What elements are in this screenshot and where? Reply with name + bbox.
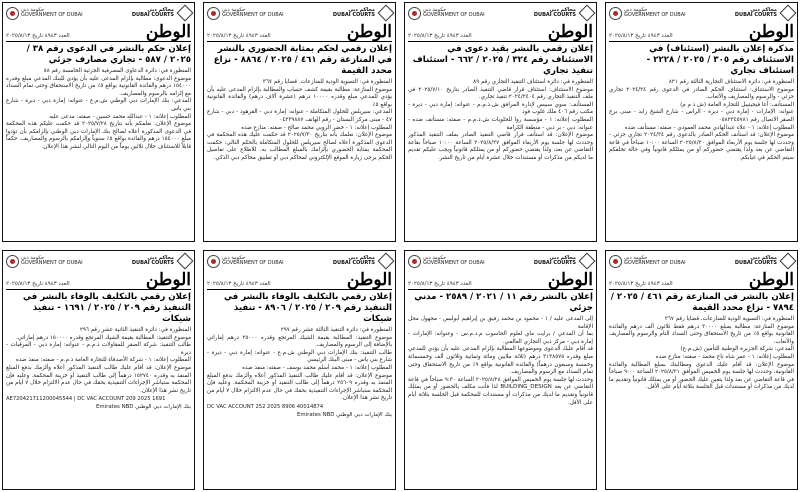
- masthead: [609, 270, 794, 290]
- notice-body: [408, 316, 593, 407]
- account-number: DC VAC ACCOUNT 252 2025 8906 40014874: [207, 403, 324, 410]
- newspaper-name: الوطن: [748, 22, 794, 42]
- notice-paragraph: موضوع الدعوى: مطالبة بإلزام المدعى عليه بأن يؤدي للبنك المدعي مبلغ وقدره ١٥٤٠٠٠ درهم والفائدة القانونية بواقع ٥٪ من تاريخ الاستحقاق وحتى تمام السداد مع إلزامه بالرسوم والمصاريف.: [6, 75, 192, 97]
- government-seal-icon: [6, 7, 19, 20]
- notice-paragraph: موضوع الإعلان: قد استأنف قرار قاضي التنفيذ الصادر بملف التنفيذ المذكور وحددت لها جلسة يوم الأربعاء الموافق ٢٠٢٥/٨/٢٧ الساعة ١٠:٠٠ صباحاً بقاعة التقاضي عن بعد، ولذا يقتضي حضوركم أو من يمثلكم قانونياً ويجب عليكم تقديم ما لديكم من مذكرات أو مستندات خلال عشرة أيام من تاريخ النشر.: [408, 132, 593, 161]
- newspaper-name: الوطن: [748, 270, 794, 290]
- notice-body: [207, 327, 392, 419]
- notice-title: إعلان رقمي بالتكليف بالوفاء بالنشر في التنفيذ رقم ٢٠٩ / ٢٠٢٥ / ٨٩٠٦ - تنفيذ شيكات: [223, 292, 392, 324]
- court-name-en: DUBAI COURTS: [533, 260, 576, 266]
- dubai-courts-logo: [333, 255, 392, 267]
- masthead: [207, 22, 392, 42]
- newspaper-name: الوطن: [547, 22, 593, 42]
- issue-date: العدد ٤٩٤٣ تاريخ ٢٠٢٥/٨/١٣: [609, 33, 673, 39]
- notice-paragraph: عنوانه: الإمارات - إمارة دبي - ديرة - الراس - شارع الشيخ زايد - مبنى برج الصقر الاتصال رقم ٠٥٨٢٣٤٥٧٨١: [609, 109, 794, 123]
- notice-paragraph: بما أن المدعي / برايت ماي لعلوم الحاسوب م.د.م.س - وعنوانه: الإمارات - إمارة دبي - مركز دبي التجاري العالمي.: [408, 331, 593, 345]
- notice-paragraph: موضوع الإعلان: قد أقام عليك الدعوى ومطالبتك بمبلغ المطالبة والفائدة القانونية، وحددت لها جلسة يوم الخميس الموافق ٢٠٢٥/٨/٢١ الساعة ٩:٠٠ صباحاً في قاعة التقاضي عن بعد ولذا يتعين عليك الحضور أو من يمثلك قانونياً وتقديم ما لديك من مذكرات أو مستندات قبل الجلسة بثلاثة أيام على الأقل.: [609, 361, 794, 391]
- gov-name-en: GOVERNMENT OF DUBAI: [423, 12, 485, 18]
- notice-paragraph: المنظورة في: دائرة استئناف التنفيذ التجاري رقم ٨٩: [473, 79, 593, 85]
- notice-paragraph: المطلوب إعلانه: ١ - شركة الأصدقاء للتجارة العامة ذ.م.م - صفته: منفذ ضده: [15, 357, 191, 364]
- newspaper-name: الوطن: [346, 270, 392, 290]
- court-emblem-icon: [378, 253, 395, 270]
- court-emblem-icon: [780, 5, 797, 22]
- notice-title: إعلان بالنشر رقم ١١ / ٢٠٢١ / ٢٥٨٩ - مدني جزئي: [414, 292, 593, 313]
- masthead: [408, 22, 593, 42]
- court-name-en: DUBAI COURTS: [332, 12, 375, 18]
- newspaper-name: الوطن: [145, 22, 191, 42]
- notice-paragraph: موضوع الإعلان: قد أقام عليك طالب التنفيذ المذكور أعلاه وألزمك بدفع المبلغ المنفذ به وقدره ٢٥٦٠٩ درهماً إلى طالب التنفيذ أو خزينة المحكمة. وعليه فإن المحكمة ستباشر الإجراءات التنفيذية بحقك في حال عدم الالتزام خلال ٧ أيام من تاريخ نشر هذا الإعلان.: [207, 372, 393, 402]
- newspaper-name: الوطن: [145, 270, 191, 290]
- notice-paragraph: المنظورة في: التسوية الودية للمنازعات، قضايا رقم ٣٦٧: [664, 316, 794, 322]
- gov-name-en: GOVERNMENT OF DUBAI: [222, 260, 284, 266]
- gov-name-en: GOVERNMENT OF DUBAI: [21, 12, 83, 18]
- government-seal-icon: [207, 7, 220, 20]
- notice-paragraph: المطلوب إعلانه: ١ - عبدالله محمد حسين - صفته: مدعى عليه: [49, 113, 191, 120]
- notice-paragraph: المدعي: سيريلس للحلول المتكاملة - عنوانه: إمارة دبي - القرهود - دبي - شارع ٤٧ - مبنى مركز البستان - رقم الهاتف ٠٤٢٣٩٨٨٧: [207, 109, 392, 123]
- issue-date: العدد ٤٩٤٣ تاريخ ٢٠٢٥/٨/١٣: [408, 33, 472, 39]
- government-logo: [609, 7, 686, 20]
- notice-paragraph: المنظورة في: دائرة الاستئناف التجارية الثالثة رقم ٨٢١: [668, 79, 794, 85]
- court-name-ar: محاكم دبي: [549, 254, 576, 261]
- issue-date: العدد ٤٩٤٣ تاريخ ٢٠٢٥/٨/١٣: [207, 33, 271, 39]
- issue-date: العدد ٤٩٤٣ تاريخ ٢٠٢٥/٨/١٣: [609, 281, 673, 287]
- gov-name-ar: حكومة دبي: [21, 254, 45, 261]
- notice-card: [203, 250, 396, 490]
- notice-body: [6, 68, 191, 152]
- notice-paragraph: المطلوب إعلانه: ١ - محمد أسلم محمد يوسف - صفته: منفذ ضده: [242, 364, 392, 371]
- notice-paragraph: موضوع الاستئناف: استئناف الحكم الصادر في الدعوى رقم ٢٠٢٤/٣٤ تجاري جزئي - والرسوم والمصاريف والأتعاب.: [609, 86, 794, 101]
- court-emblem-icon: [177, 5, 194, 22]
- logo-strip: [6, 5, 191, 21]
- notice-paragraph: المطلوب إعلانه: ١ - عمر شاه تاج محمد - صفته: منازع ضده: [655, 353, 794, 360]
- gov-name-ar: حكومة دبي: [624, 6, 648, 13]
- notice-paragraph: طالب التنفيذ: بنك الإمارات دبي الوطني ش.م.ع - عنوانه: إمارة دبي - ديرة - شارع بني ياس - مبنى البنك الرئيسي: [207, 349, 392, 364]
- dubai-courts-logo: [534, 7, 593, 19]
- notice-paragraph: موضوع الاستئناف: استئناف قرار قاضي التنفيذ الصادر بتاريخ ٢٠٢٥/٧/١٠ في ملف التنفيذ التجاري رقم ٢٠٢٤/٢٤٠٤ تنفيذ تجاري.: [408, 86, 593, 101]
- notice-title: إعلان حكم بالنشر في الدعوى رقم ٣٨ / ٢٠٢٥ / ٥٨٧ - تجاري مصارف جزئي: [26, 44, 191, 65]
- masthead: [408, 270, 593, 290]
- court-emblem-icon: [177, 253, 194, 270]
- logo-strip: [408, 5, 593, 21]
- notice-paragraph: موضوع الإعلان: قد استأنف الحكم الصادر بالدعوى رقم ٢٠٢٤/٣٤ تجاري جزئي - وحددت لها جلسة يوم الأربعاء الموافق ٢٠٢٥/٨/٢٠ الساعة ١٠:٠٠ صباحاً في قاعة التقاضي عن بعد ولذا يقتضي حضوركم أو من يمثلكم قانونياً وفي حالة تخلفكم سيتم الحكم في غيابكم.: [609, 132, 794, 161]
- notice-title: إعلان رقمي لحكم بمثابة الحضوري بالنشر في المنازعة رقم ٤٦١ / ٢٠٢٥ / ٨٨٦٤ - نزاع محدد القيمة: [213, 44, 392, 76]
- account-number: AE720421711200045544 | DC VAC ACCOUNT 209 2025 1691: [6, 396, 166, 403]
- notice-card: [404, 250, 597, 490]
- notice-paragraph: موضوع التنفيذ: المطالبة بقيمة الشيك المرتجع وقدره ١٥٠٠٠٠ درهم إماراتي.: [15, 334, 191, 341]
- notice-body: [408, 79, 593, 163]
- notice-card: [605, 250, 798, 490]
- gov-name-ar: حكومة دبي: [21, 6, 45, 13]
- dubai-courts-logo: [132, 7, 191, 19]
- notice-title: مذكرة إعلان بالنشر (استئناف) في الاستئناف رقم ٣٠٥ / ٢٠٢٥ / ٢٢٢٨ - استئناف تجاري: [646, 44, 794, 76]
- notice-card: [2, 250, 195, 490]
- notice-body: [609, 316, 794, 392]
- government-logo: [408, 255, 485, 268]
- notice-paragraph: المستأنف: آغا فيجيتيبل للتجارة العامة (ش ذ م م): [680, 101, 794, 108]
- court-name-en: DUBAI COURTS: [533, 12, 576, 18]
- government-logo: [609, 255, 686, 268]
- notice-paragraph: المنظورة في: التسوية الودية للمنازعات. قضايا رقم ٣٦٧: [262, 79, 392, 85]
- notice-paragraph: موضوع التنفيذ: المطالبة بقيمة الشيك المرتجع وقدره ٢٥٠٠٠ درهم إماراتي بالإضافة إلى الرسوم والمصاريف.: [207, 334, 392, 349]
- gov-name-en: GOVERNMENT OF DUBAI: [222, 12, 284, 18]
- notice-paragraph: قد أقام عليك الدعوى وموضوعها المطالبة بإلزام المدعى عليه بأن يؤدي للمدعي مبلغ وقدره ٣١٣٨٥٧٥ درهم (ثلاثة ملايين ومائة وثمانية وثلاثون ألف وخمسمائة وخمسة وسبعون درهماً) والفائدة القانونية بواقع ٩٪ من تاريخ الاستحقاق وحتى تمام السداد مع الرسوم والمصاريف.: [408, 346, 594, 376]
- logo-strip: [609, 253, 794, 269]
- government-seal-icon: [6, 255, 19, 268]
- logo-strip: [207, 5, 392, 21]
- government-logo: [207, 7, 284, 20]
- dubai-courts-logo: [333, 7, 392, 19]
- notice-body: [6, 327, 191, 411]
- issue-date: العدد ٤٩٤٣ تاريخ ٢٠٢٥/٨/١٣: [207, 281, 271, 287]
- government-logo: [6, 7, 83, 20]
- dubai-courts-logo: [735, 255, 794, 267]
- notice-paragraph: موضوع الإعلان: نعلمكم بأنه بتاريخ ٢٠٢٥/٧/٢٨ قد حكمت عليكم هذه المحكمة في الدعوى المذكورة أعلاه لصالح بنك الإمارات دبي الوطني بإلزامكم بأن تؤدوا مبلغ ١٥٤٠٠٠ درهم والفائدة بواقع ٥٪ سنوياً وإلزامكم بالرسوم والمصاريف. حكماً قابلاً للاستئناف خلال ثلاثين يوماً من اليوم التالي لنشر هذا الإعلان.: [6, 121, 191, 150]
- notice-body: [609, 79, 794, 163]
- court-name-en: DUBAI COURTS: [734, 12, 777, 18]
- court-name-en: DUBAI COURTS: [332, 260, 375, 266]
- court-name-ar: محاكم دبي: [750, 6, 777, 13]
- notice-title: إعلان رقمي بالتكليف بالوفاء بالنشر في التنفيذ رقم ٢٠٩ / ٢٠٢٥ / ١٦٩١ - تنفيذ شيكات: [22, 292, 191, 324]
- logo-strip: [6, 253, 191, 269]
- dubai-courts-logo: [534, 255, 593, 267]
- notice-paragraph: موضوع الإعلان: قد أقام عليك طالب التنفيذ المذكور أعلاه وألزمك بدفع المبلغ المنفذ به وقدره ١٥٢٧٤٠ درهماً إلى طالب التنفيذ أو خزينة المحكمة. وعليه فإن المحكمة ستباشر الإجراءات التنفيذية بحقك في حال عدم الالتزام خلال ٧ أيام من تاريخ نشر هذا الإعلان.: [6, 364, 192, 394]
- gov-name-ar: حكومة دبي: [423, 254, 447, 261]
- notice-paragraph: المنظورة في: دائرة التنفيذ الثالثة عشر رقم ٢٩٧: [280, 327, 392, 333]
- notice-title: إعلان رقمي بالنشر بقيد دعوى في الاستئناف رقم ٣٢٤ / ٢٠٢٥ / ٦٦٢ - استئناف تنفيذ تجاري: [412, 44, 593, 76]
- government-logo: [207, 255, 284, 268]
- notice-card: [605, 2, 798, 242]
- notices-grid: [2, 2, 798, 490]
- issue-date: العدد ٤٩٤٣ تاريخ ٢٠٢٥/٨/١٣: [6, 33, 70, 39]
- dubai-courts-logo: [735, 7, 794, 19]
- court-name-en: DUBAI COURTS: [131, 12, 174, 18]
- issue-date: العدد ٤٩٤٣ تاريخ ٢٠٢٥/٨/١٣: [6, 281, 70, 287]
- court-name-en: DUBAI COURTS: [131, 260, 174, 266]
- court-name-ar: محاكم دبي: [147, 6, 174, 13]
- masthead: [6, 270, 191, 290]
- newspaper-name: الوطن: [547, 270, 593, 290]
- court-name-en: DUBAI COURTS: [734, 260, 777, 266]
- court-emblem-icon: [579, 253, 596, 270]
- notice-paragraph: المدعي: بنك الإمارات دبي الوطني ش.م.ع - عنوانه: إمارة دبي - ديرة - شارع بني ياس: [6, 98, 191, 112]
- notice-paragraph: إلى المدعى عليه / ١ - محمود بن محمد رفيق بن إبراهيم أبولبس - مجهول محل الإقامة: [408, 316, 593, 330]
- gov-name-ar: حكومة دبي: [624, 254, 648, 261]
- court-name-ar: محاكم دبي: [750, 254, 777, 261]
- government-seal-icon: [609, 7, 622, 20]
- notice-paragraph: المنظورة في: دائرة الدعاوى المصرفية الجزئية الخامسة رقم ٥٨: [43, 68, 191, 74]
- notice-paragraph: المنظورة في: دائرة التنفيذ الثانية عشر رقم ٢٩٦: [79, 327, 191, 333]
- notice-paragraph: موضوع المنازعة: مطالبة بقيمة كشف حساب والمطالبة بإلزام المدعى عليه بأن يؤدي للمدعي مبلغ وقدره ١٠٠٠٠ درهم (عشرة آلاف درهم) والفائدة القانونية بواقع ٥٪: [207, 86, 392, 108]
- logo-strip: [609, 5, 794, 21]
- notice-paragraph: وحددت لها جلسة يوم الخميس الموافق ٢٠٢٥/٨/٢٨ الساعة ٩:٣٠ صباحاً في قاعة التقاضي عن بعد BUILDING_DESIGN لذا فأنت مكلف بالحضور أو من يمثلك قانونياً وتقديم ما لديك من مذكرات أو مستندات للمحكمة قبل الجلسة بثلاثة أيام على الأقل.: [408, 376, 594, 406]
- gov-name-ar: حكومة دبي: [423, 6, 447, 13]
- masthead: [6, 22, 191, 42]
- notice-paragraph: موضوع الإعلان: نعلمك بأنه بتاريخ ٢٠٢٥/٧/٣٠ قد حكمت عليك هذه المحكمة في الدعوى المذكورة أعلاه لصالح سيريلس للحلول المتكاملة بالحكم التالي: حكمت المحكمة بمثابة الحضوري بإلزامك بالمبلغ المطالب به. للاطلاع على تفاصيل الحكم يرجى زيارة الموقع الإلكتروني لمحاكم دبي أو تطبيق محاكم دبي الذكي.: [207, 132, 392, 161]
- bank-name: بنك الإمارات دبي الوطني Emirates NBD: [95, 404, 191, 411]
- notice-paragraph: المطلوب إعلانه: ١ - مؤسسة روا للحلويات ش.ذ.م.م - صفته: مستأنف ضده - عنوانه: دبي - بر دبي - منطقة الكرامة: [408, 116, 593, 131]
- logo-strip: [408, 253, 593, 269]
- notice-paragraph: طالب التنفيذ: شركة الصقر للمقاولات ذ.م.م - عنوانه: إمارة دبي - المرقبات - ديرة: [6, 342, 191, 356]
- newspaper-name: الوطن: [346, 22, 392, 42]
- government-seal-icon: [408, 255, 421, 268]
- government-seal-icon: [207, 255, 220, 268]
- masthead: [207, 270, 392, 290]
- notice-title: إعلان بالنشر في المنازعة رقم ٤٦١ / ٢٠٢٥ / ٧٨٩٤ - نزاع محدد القيمة: [610, 292, 794, 313]
- gov-name-en: GOVERNMENT OF DUBAI: [21, 260, 83, 266]
- notice-paragraph: المطلوب إعلانه: ١ - خضر الروبي محمد صالح - صفته: منازع ضده: [241, 124, 392, 131]
- gov-name-ar: حكومة دبي: [222, 254, 246, 261]
- court-emblem-icon: [579, 5, 596, 22]
- notice-paragraph: المستأنف: سوي سبيس لإدارة المرافق ش.ذ.م.م - عنوانه: إمارة دبي - ديرة - مكتب رقم ٤٠٦ ملك غلوب فود: [408, 101, 593, 116]
- notice-card: [404, 2, 597, 242]
- bank-name: بنك الإمارات دبي الوطني Emirates NBD: [296, 411, 392, 418]
- gov-name-en: GOVERNMENT OF DUBAI: [624, 12, 686, 18]
- court-emblem-icon: [780, 253, 797, 270]
- court-name-ar: محاكم دبي: [549, 6, 576, 13]
- government-seal-icon: [609, 255, 622, 268]
- notice-card: [203, 2, 396, 242]
- government-logo: [408, 7, 485, 20]
- logo-strip: [207, 253, 392, 269]
- government-seal-icon: [408, 7, 421, 20]
- masthead: [609, 22, 794, 42]
- court-name-ar: محاكم دبي: [147, 254, 174, 261]
- notice-card: [2, 2, 195, 242]
- court-name-ar: محاكم دبي: [348, 254, 375, 261]
- gov-name-ar: حكومة دبي: [222, 6, 246, 13]
- government-logo: [6, 255, 83, 268]
- issue-date: العدد ٤٩٤٣ تاريخ ٢٠٢٥/٨/١٣: [408, 281, 472, 287]
- gov-name-en: GOVERNMENT OF DUBAI: [624, 260, 686, 266]
- notice-paragraph: موضوع المنازعة: مطالبة بمبلغ ٣٠٠٠٠ درهم فقط ثلاثون ألف درهم والفائدة القانونية بواقع ٥٪ من تاريخ الاستحقاق وحتى السداد التام والرسوم والمصاريف والأتعاب.: [609, 323, 794, 345]
- dubai-courts-logo: [132, 255, 191, 267]
- notice-paragraph: المطلوب إعلانه: ١ - علاء عبدالهادي محمد العمودي - صفته: مستأنف ضده: [624, 124, 794, 131]
- gov-name-en: GOVERNMENT OF DUBAI: [423, 260, 485, 266]
- notice-paragraph: المدعي: شركة الجزيرة الوطنية للتأمين (ش.م.ع): [680, 346, 794, 353]
- court-name-ar: محاكم دبي: [348, 6, 375, 13]
- notice-body: [207, 79, 392, 163]
- court-emblem-icon: [378, 5, 395, 22]
